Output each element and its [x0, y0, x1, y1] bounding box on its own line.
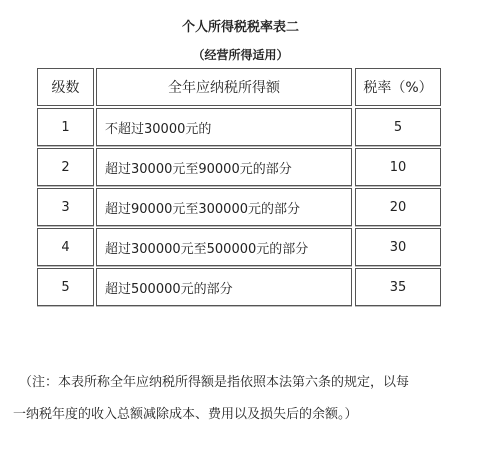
table-subtitle: （经营所得适用）	[192, 48, 289, 62]
table-header-row	[37, 68, 441, 106]
cell-tax-rate: 20	[355, 188, 441, 226]
tax-rate-table	[37, 68, 441, 306]
table-row	[37, 228, 441, 266]
cell-income-range: 超过300000元至500000元的部分	[96, 228, 352, 266]
cell-level: 1	[37, 108, 94, 146]
cell-tax-rate: 10	[355, 148, 441, 186]
table-title: 个人所得税税率表二	[181, 20, 299, 35]
cell-tax-rate: 5	[355, 108, 441, 146]
cell-level: 3	[37, 188, 94, 226]
cell-tax-rate: 30	[355, 228, 441, 266]
cell-income-range: 超过90000元至300000元的部分	[96, 188, 352, 226]
table-row	[37, 188, 441, 226]
cell-level: 5	[37, 268, 94, 306]
table-row	[37, 148, 441, 186]
footnote-line-2: 一纳税年度的收入总额减除成本、费用以及损失后的余额。）	[13, 407, 358, 422]
footnote-line-1: （注：本表所称全年应纳税所得额是指依照本法第六条的规定，以每	[19, 375, 410, 390]
header-income-range: 全年应纳税所得额	[96, 68, 352, 106]
cell-level: 2	[37, 148, 94, 186]
table-row	[37, 108, 441, 146]
cell-level: 4	[37, 228, 94, 266]
header-level: 级数	[37, 68, 94, 106]
cell-income-range: 超过500000元的部分	[96, 268, 352, 306]
table-row	[37, 268, 441, 306]
cell-income-range: 不超过30000元的	[96, 108, 352, 146]
cell-tax-rate: 35	[355, 268, 441, 306]
header-tax-rate: 税率（%）	[355, 68, 441, 106]
cell-income-range: 超过30000元至90000元的部分	[96, 148, 352, 186]
